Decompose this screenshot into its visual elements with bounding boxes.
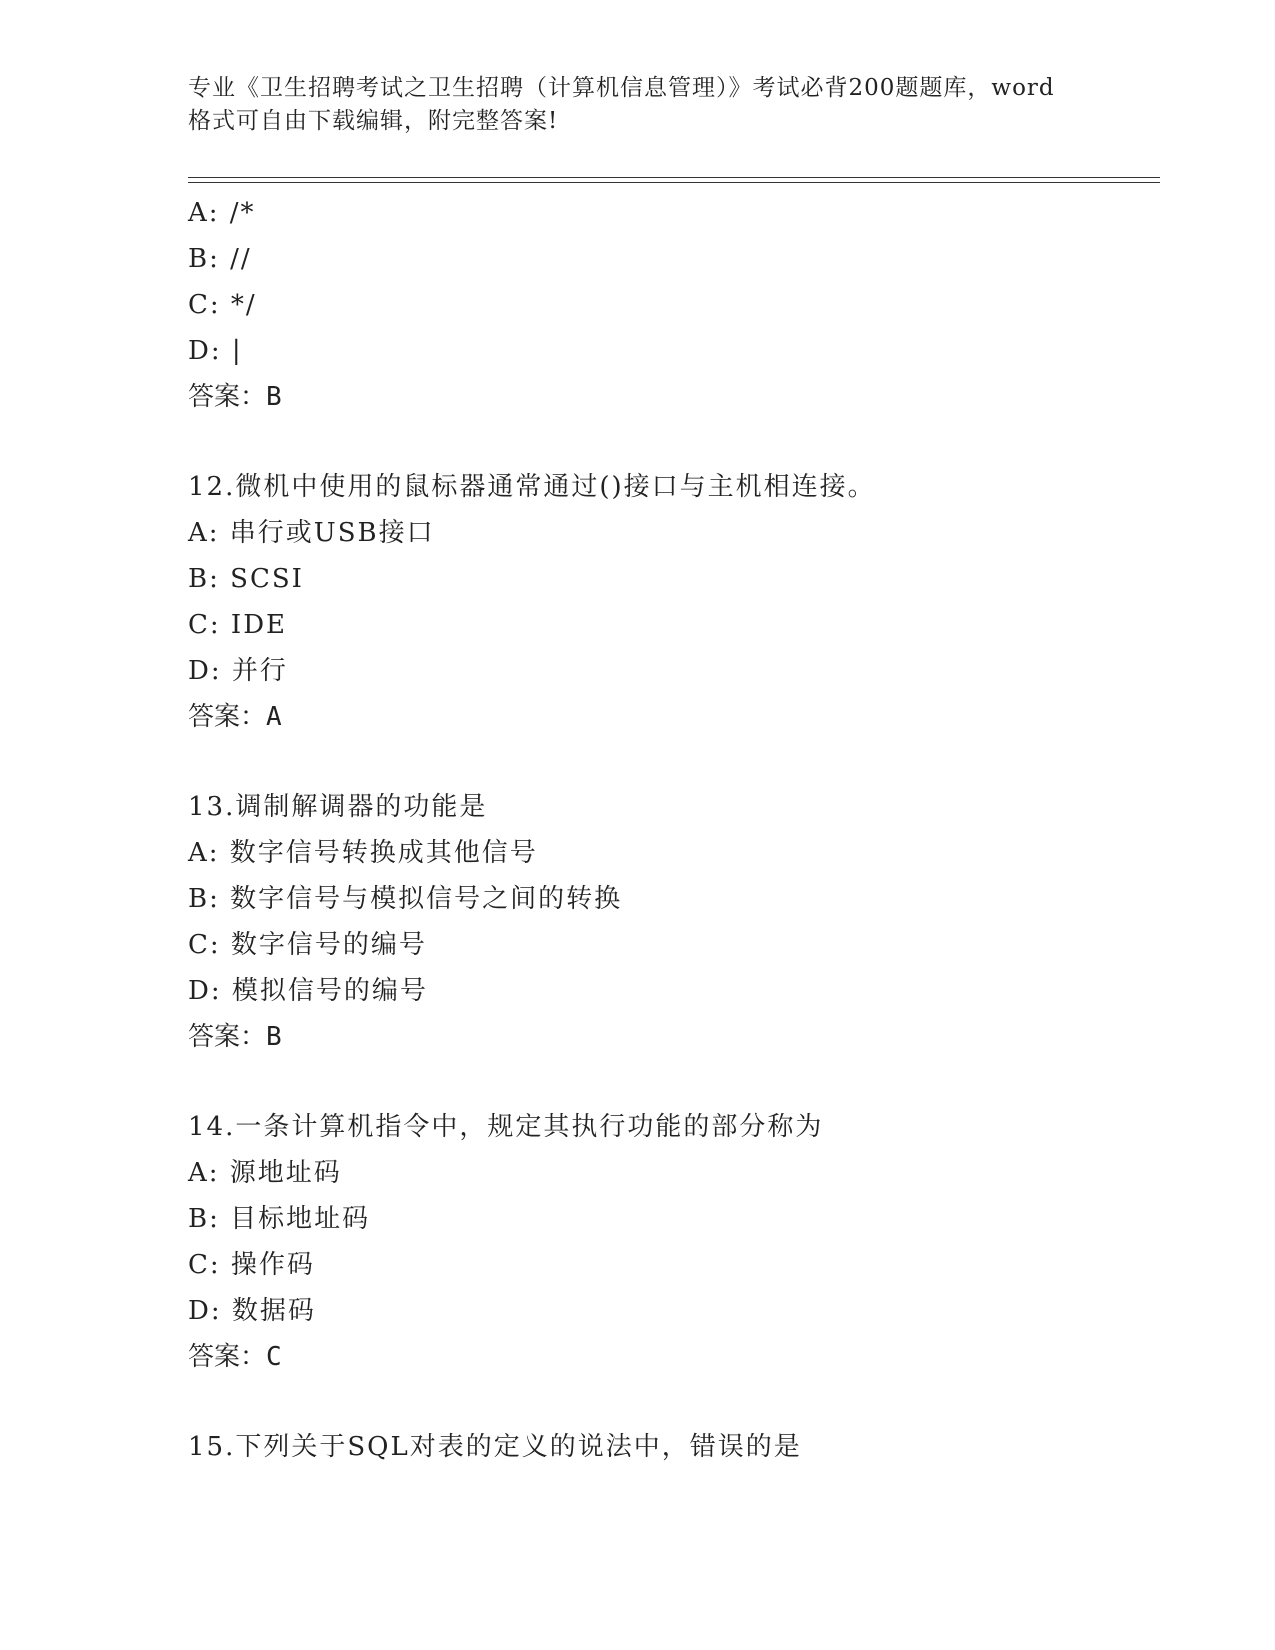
question-14-block bbox=[188, 1104, 1168, 1380]
option-c: C: 数字信号的编号 bbox=[188, 930, 427, 960]
option-b: B: SCSI bbox=[188, 564, 304, 594]
document-header bbox=[188, 72, 1088, 138]
question-13-block bbox=[188, 784, 1168, 1060]
option-d: D: 并行 bbox=[188, 656, 288, 686]
question-15-block bbox=[188, 1424, 1168, 1470]
option-b: B: 目标地址码 bbox=[188, 1204, 371, 1234]
spacer bbox=[188, 420, 1168, 464]
option-c: C: IDE bbox=[188, 610, 288, 640]
answer-line: 答案：B bbox=[188, 382, 282, 412]
answer-line: 答案：B bbox=[188, 1022, 282, 1052]
question-stem: 14.一条计算机指令中，规定其执行功能的部分称为 bbox=[188, 1112, 824, 1142]
spacer bbox=[188, 1060, 1168, 1104]
header-divider-top bbox=[188, 177, 1160, 178]
question-list bbox=[188, 190, 1168, 1470]
header-line-1: 专业《卫生招聘考试之卫生招聘（计算机信息管理）》考试必背200题题库，word bbox=[188, 75, 1055, 101]
option-d: D: 模拟信号的编号 bbox=[188, 976, 428, 1006]
option-d: D: | bbox=[188, 336, 243, 366]
spacer bbox=[188, 1380, 1168, 1424]
option-c: C: 操作码 bbox=[188, 1250, 315, 1280]
header-divider-bottom bbox=[188, 182, 1160, 183]
option-d: D: 数据码 bbox=[188, 1296, 316, 1326]
option-b: B: // bbox=[188, 244, 252, 274]
option-c: C: */ bbox=[188, 290, 257, 320]
answer-line: 答案：A bbox=[188, 702, 282, 732]
option-a: A: 数字信号转换成其他信号 bbox=[188, 838, 538, 868]
option-b: B: 数字信号与模拟信号之间的转换 bbox=[188, 884, 623, 914]
question-stem: 13.调制解调器的功能是 bbox=[188, 792, 488, 822]
question-stem: 15.下列关于SQL对表的定义的说法中，错误的是 bbox=[188, 1432, 802, 1462]
answer-line: 答案：C bbox=[188, 1342, 282, 1372]
spacer bbox=[188, 740, 1168, 784]
option-a: A: /* bbox=[188, 198, 256, 228]
option-a: A: 串行或USB接口 bbox=[188, 518, 435, 548]
header-line-2: 格式可自由下载编辑，附完整答案! bbox=[188, 108, 559, 134]
question-11-block bbox=[188, 190, 1168, 420]
option-a: A: 源地址码 bbox=[188, 1158, 342, 1188]
question-stem: 12.微机中使用的鼠标器通常通过()接口与主机相连接。 bbox=[188, 472, 876, 502]
question-12-block bbox=[188, 464, 1168, 740]
